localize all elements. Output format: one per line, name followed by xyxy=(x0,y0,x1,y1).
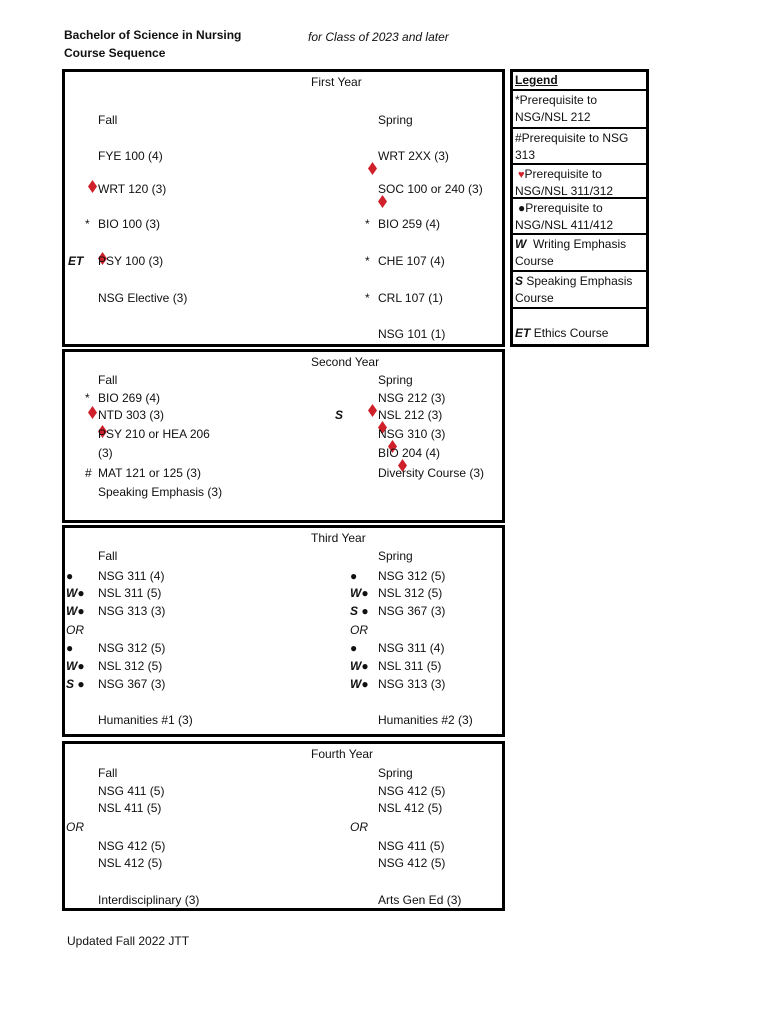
diamond-icon xyxy=(368,162,377,175)
course-item: NSG 313 (3) xyxy=(378,677,446,691)
course-marker: S ● xyxy=(66,677,85,691)
course-item: Arts Gen Ed (3) xyxy=(378,893,462,907)
footer-note: Updated Fall 2022 JTT xyxy=(67,934,190,948)
course-item: MAT 121 or 125 (3) xyxy=(98,466,201,480)
legend-writing xyxy=(513,235,646,272)
legend-ethics-label: Ethics Course xyxy=(533,326,609,340)
course-item: NSG 313 (3) xyxy=(98,604,166,618)
course-item: BIO 259 (4) xyxy=(378,217,441,231)
course-item: PSY 100 (3) xyxy=(98,254,164,268)
course-item: NSG 312 (5) xyxy=(378,569,446,583)
legend-prereq-212-line1: *Prerequisite to xyxy=(515,93,598,107)
course-marker: S ● xyxy=(350,604,369,618)
course-item: Humanities #2 (3) xyxy=(378,713,473,727)
course-marker: ● xyxy=(66,641,74,655)
course-marker: OR xyxy=(350,623,368,637)
legend-prereq-313-line2: 313 xyxy=(515,148,536,162)
course-item: NSL 412 (5) xyxy=(378,801,443,815)
second-year-heading: Second Year xyxy=(311,355,380,369)
course-item: NSL 312 (5) xyxy=(378,586,443,600)
course-item: NSL 212 (3) xyxy=(378,408,443,422)
legend-prereq-311-line2: NSG/NSL 311/312 xyxy=(515,184,614,198)
course-marker: ET xyxy=(68,254,84,268)
third-year-spring-label: Spring xyxy=(378,549,413,563)
course-item: PSY 210 or HEA 206 xyxy=(98,427,210,441)
legend-title-cell xyxy=(513,72,646,91)
third-year-fall-label: Fall xyxy=(98,549,118,563)
doc-title-line2: Course Sequence xyxy=(64,46,166,60)
doc-title-line1: Bachelor of Science in Nursing xyxy=(64,28,242,42)
course-item: BIO 100 (3) xyxy=(98,217,161,231)
course-item: FYE 100 (4) xyxy=(98,149,163,163)
course-item: SOC 100 or 240 (3) xyxy=(378,182,483,196)
legend-speaking-line2: Course xyxy=(515,291,554,305)
legend-speaking-key: S xyxy=(515,274,524,288)
first-year-heading: First Year xyxy=(311,75,362,89)
legend-title: Legend xyxy=(515,73,558,87)
course-marker: * xyxy=(365,291,370,305)
third-year-heading: Third Year xyxy=(311,531,366,545)
legend-prereq-411-line2: NSG/NSL 411/412 xyxy=(515,218,614,232)
course-item: NSL 411 (5) xyxy=(98,801,162,815)
course-item: BIO 204 (4) xyxy=(378,446,441,460)
course-item: NSG 367 (3) xyxy=(98,677,166,691)
course-marker: S xyxy=(335,408,344,422)
legend-writing-line1: Writing Emphasis xyxy=(533,237,627,251)
first-year-spring-label: Spring xyxy=(378,113,413,127)
legend-prereq-311 xyxy=(513,165,646,199)
legend-prereq-212-line2: NSG/NSL 212 xyxy=(515,110,591,124)
legend-writing-line2: Course xyxy=(515,254,554,268)
course-item: NSG 101 (1) xyxy=(378,327,446,341)
course-item: NSG 212 (3) xyxy=(378,391,446,405)
course-marker: * xyxy=(85,391,90,405)
legend-ethics-key: ET xyxy=(515,326,531,340)
course-marker: * xyxy=(365,217,370,231)
doc-subtitle: for Class of 2023 and later xyxy=(308,30,449,44)
course-item: WRT 2XX (3) xyxy=(378,149,449,163)
course-item: (3) xyxy=(98,446,113,460)
course-marker: ● xyxy=(350,569,358,583)
course-item: NSL 312 (5) xyxy=(98,659,163,673)
course-item: CRL 107 (1) xyxy=(378,291,443,305)
course-item: NSL 311 (5) xyxy=(98,586,162,600)
course-marker: W● xyxy=(66,604,85,618)
legend-prereq-313-line1: #Prerequisite to NSG xyxy=(515,131,629,145)
course-item: NSG 312 (5) xyxy=(98,641,166,655)
course-marker: * xyxy=(85,217,90,231)
course-marker: W● xyxy=(66,586,85,600)
course-item: CHE 107 (4) xyxy=(378,254,445,268)
course-marker: * xyxy=(365,254,370,268)
course-item: Diversity Course (3) xyxy=(378,466,485,480)
legend-writing-key: W xyxy=(515,237,527,251)
course-item: NSG 411 (5) xyxy=(378,839,445,853)
course-item: NSG 412 (5) xyxy=(378,784,446,798)
course-marker: # xyxy=(85,466,92,480)
course-item: WRT 120 (3) xyxy=(98,182,167,196)
legend-prereq-313 xyxy=(513,129,646,165)
second-year-spring-label: Spring xyxy=(378,373,413,387)
course-marker: OR xyxy=(66,623,84,637)
course-item: Speaking Emphasis (3) xyxy=(98,485,223,499)
course-marker: W● xyxy=(350,659,369,673)
course-item: BIO 269 (4) xyxy=(98,391,161,405)
course-item: NSG 310 (3) xyxy=(378,427,446,441)
course-item: NSG Elective (3) xyxy=(98,291,188,305)
fourth-year-heading: Fourth Year xyxy=(311,747,374,761)
course-marker: ● xyxy=(350,641,358,655)
diamond-icon xyxy=(88,406,97,419)
second-year-fall-label: Fall xyxy=(98,373,118,387)
course-marker: W● xyxy=(66,659,85,673)
course-marker: OR xyxy=(66,820,84,834)
fourth-year-spring-label: Spring xyxy=(378,766,413,780)
diamond-icon xyxy=(88,180,97,193)
course-item: NSG 412 (5) xyxy=(378,856,446,870)
course-item: NSG 311 (4) xyxy=(378,641,445,655)
course-item: Humanities #1 (3) xyxy=(98,713,193,727)
fourth-year-box xyxy=(62,741,505,911)
legend-prereq-411 xyxy=(513,199,646,235)
course-marker: ● xyxy=(66,569,74,583)
diamond-icon xyxy=(368,404,377,417)
legend-prereq-212 xyxy=(513,91,646,129)
legend-speaking-line1: Speaking Emphasis xyxy=(526,274,633,288)
second-year-box xyxy=(62,349,505,523)
course-marker: W● xyxy=(350,586,369,600)
course-item: NSG 411 (5) xyxy=(98,784,165,798)
course-item: NSL 311 (5) xyxy=(378,659,442,673)
third-year-box xyxy=(62,525,505,737)
legend-speaking xyxy=(513,272,646,309)
course-item: NSG 412 (5) xyxy=(98,839,166,853)
legend-prereq-411-line1: ●Prerequisite to xyxy=(518,201,603,215)
heart-icon: ♥ xyxy=(518,169,525,181)
legend-ethics xyxy=(513,309,646,344)
course-item: Interdisciplinary (3) xyxy=(98,893,200,907)
course-item: NSG 311 (4) xyxy=(98,569,165,583)
legend-prereq-311-line1: Prerequisite to xyxy=(524,167,602,181)
course-item: NSL 412 (5) xyxy=(98,856,163,870)
course-item: NSG 367 (3) xyxy=(378,604,446,618)
course-marker: W● xyxy=(350,677,369,691)
course-marker: OR xyxy=(350,820,368,834)
first-year-fall-label: Fall xyxy=(98,113,118,127)
legend-box xyxy=(510,69,649,347)
course-item: NTD 303 (3) xyxy=(98,408,165,422)
first-year-box xyxy=(62,69,505,347)
fourth-year-fall-label: Fall xyxy=(98,766,118,780)
